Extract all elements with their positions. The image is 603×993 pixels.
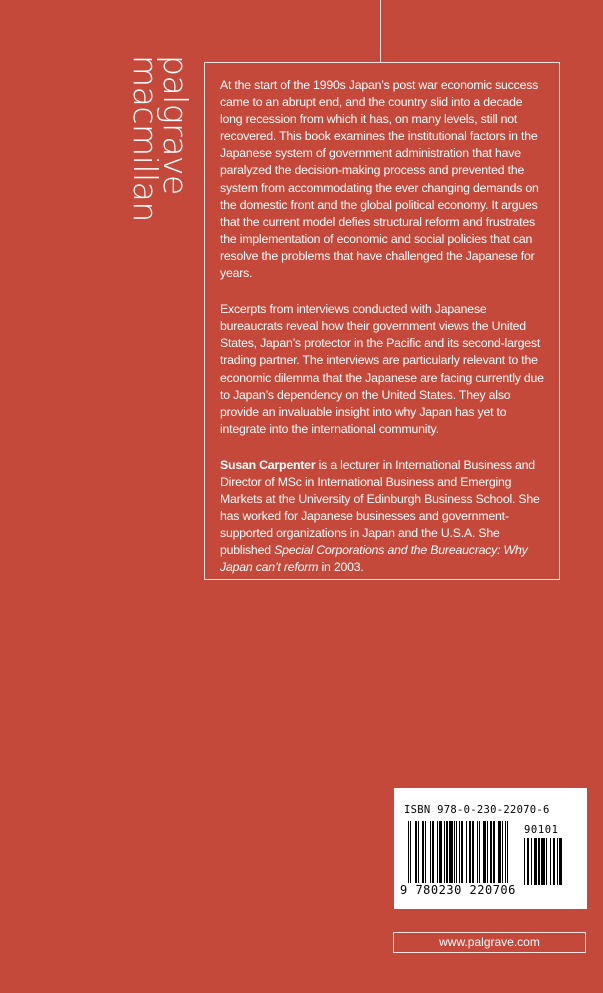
author-name: Susan Carpenter: [220, 457, 316, 472]
barcode-bar: [498, 821, 501, 883]
barcode-bar: [454, 821, 455, 883]
barcode-bar: [472, 821, 473, 883]
barcode-bar: [507, 821, 508, 891]
blurb-box: [204, 62, 560, 580]
logo-line-macmillan: macmillan: [126, 55, 165, 222]
barcode-bar: [430, 821, 431, 883]
barcode-bar: [493, 821, 495, 883]
author-bio: [220, 457, 545, 577]
barcode-addon-bars: [524, 838, 574, 893]
barcode-bar: [415, 821, 417, 883]
barcode-bar: [559, 838, 562, 885]
barcode-bar: [479, 821, 480, 883]
barcode-bar: [449, 821, 452, 883]
barcode-bar: [550, 838, 551, 885]
author-bio-text: is a lecturer in International Business and Director of MSc in International Business and Emerging Markets at the University of Edinburgh Business School. She has worked for Japanese businesses and government-supported organizations in Japan and the U.S.A. She published: [220, 457, 540, 558]
barcode-bar: [410, 821, 411, 891]
logo-line-palgrave: palgrave: [156, 55, 195, 195]
spine-divider-line: [380, 0, 381, 62]
barcode-bar: [444, 821, 445, 883]
barcode-bar: [466, 821, 467, 883]
barcode-bar: [534, 838, 537, 885]
barcode-bar: [408, 821, 409, 891]
barcode-bar: [487, 821, 488, 883]
publisher-logo: [125, 55, 195, 225]
barcode-bar: [538, 838, 539, 885]
blurb-paragraph-1: At the start of the 1990s Japan’s post war economic success came to an abrupt end, and the country slid into a decade long recession from which it has, on many levels, still not recovered. This book examines the institutional factors in the Japanese system of government administration that have paralyzed the decision-making process and prevented the system from accommodating the ever changing demands on the domestic front and the global political economy. It argues that the current model defies structural reform and frustrates the implementation of economic and social policies that can resolve the problems that have challenged the Japanese for years.: [220, 78, 539, 281]
isbn-digits: 9 780230 220706: [400, 883, 516, 897]
barcode-bar: [459, 821, 460, 891]
barcode-bar: [461, 821, 463, 883]
author-previous-book-title: Special Corporations and the Bureaucracy: Why Japan can’t reform: [220, 543, 528, 575]
barcode-bar: [557, 838, 558, 885]
barcode-bar: [418, 821, 419, 883]
barcode-bars: [408, 821, 518, 891]
author-bio-end: in 2003.: [318, 560, 364, 575]
isbn-label: ISBN 978-0-230-22070-6: [404, 804, 550, 816]
price-code: 90101: [524, 824, 559, 836]
barcode-bar: [541, 838, 545, 885]
barcode-bar: [546, 838, 547, 885]
barcode-bar: [437, 821, 438, 883]
website-link[interactable]: www.palgrave.com: [393, 932, 586, 953]
barcode-bar: [422, 821, 424, 883]
barcode-bar: [524, 838, 525, 885]
barcode-bar: [527, 838, 530, 885]
barcode-bar: [439, 821, 442, 883]
barcode-bar: [505, 821, 506, 891]
barcode-bar: [469, 821, 471, 883]
barcode-bar: [483, 821, 486, 883]
blurb-paragraph-2: Excerpts from interviews conducted with Japanese bureaucrats reveal how their government views the United States, Japan’s protector in the Pacific and its second-largest trading partner. The interviews are particularly relevant to the economic dilemma that the Japanese are facing currently due to Japan’s dependency on the United States. They also provide an invaluable insight into why Japan has yet to integrate into the international community.: [220, 302, 544, 436]
barcode-bar: [456, 821, 457, 891]
barcode-box: [394, 788, 587, 909]
barcode-bar: [477, 821, 478, 883]
barcode-bar: [531, 838, 532, 885]
publisher-logo-text: [126, 55, 195, 222]
barcode-bar: [553, 838, 556, 885]
barcode-bar: [446, 821, 448, 883]
barcode-bar: [490, 821, 492, 883]
barcode-bar: [425, 821, 426, 883]
barcode-bar: [502, 821, 503, 883]
barcode-bar: [432, 821, 434, 883]
